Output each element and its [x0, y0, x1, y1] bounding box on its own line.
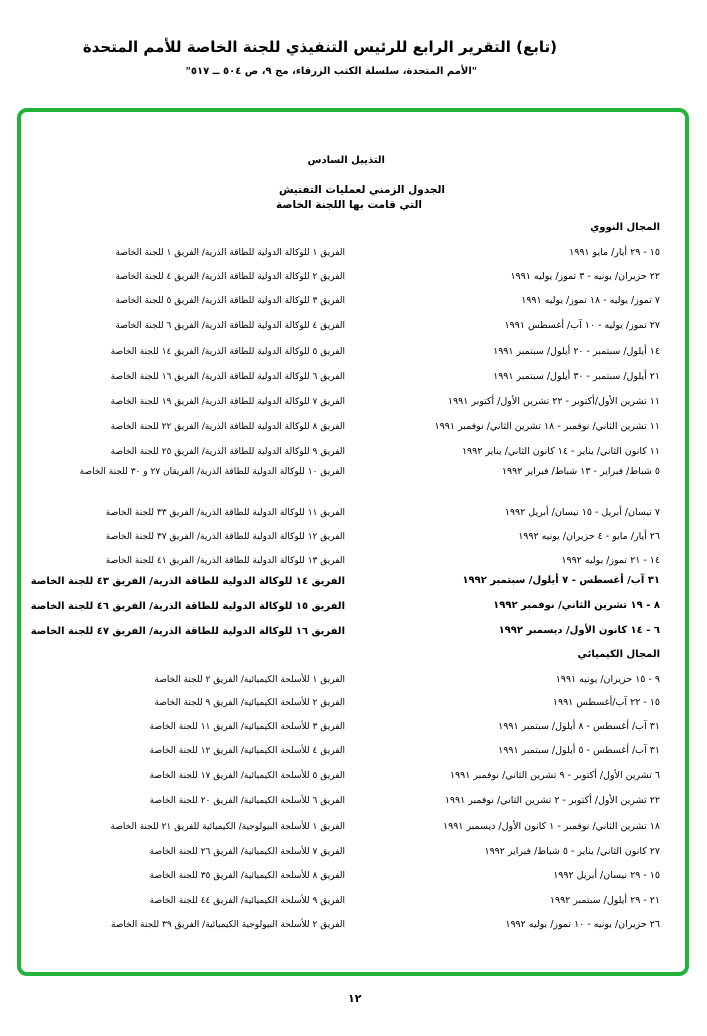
- inspection-date: ٧ تموز/ يوليه - ١٨ تموز/ يوليه ١٩٩١: [521, 295, 660, 306]
- inspection-date: ٢٦ أيار/ مايو - ٤ حزيران/ يونيه ١٩٩٢: [518, 531, 660, 542]
- inspection-date: ٢٢ تشرين الأول/ أكتوبر - ٢ تشرين الثاني/ نوفمبر ١٩٩١: [444, 795, 660, 806]
- page-number: ١٢: [348, 992, 362, 1005]
- inspection-date: ١١ تشرين الأول/أكتوبر - ٢٢ تشرين الأول/ أكتوبر ١٩٩١: [447, 396, 660, 407]
- document-title: (تابع) التقرير الرابع للرئيس التنفيذي للجنة الخاصة للأمم المتحدة: [82, 38, 557, 56]
- schedule-title-line1: الجدول الزمني لعمليات التفتيش: [278, 184, 445, 196]
- inspection-team: الفريق ٤ للأسلحة الكيميائية/ الفريق ١٢ للجنة الخاصة: [149, 746, 345, 756]
- inspection-team: الفريق ١٢ للوكالة الدولية للطاقة الذرية/ الفريق ٣٧ للجنة الخاصة: [105, 532, 345, 542]
- inspection-team: الفريق ٧ للأسلحة الكيميائية/ الفريق ٢٦ للجنة الخاصة: [149, 847, 345, 857]
- inspection-team: الفريق ١ للأسلحة البيولوجية/ الكيميائية للفريق ٢١ للجنة الخاصة: [110, 822, 345, 832]
- inspection-team: الفريق ١ للأسلحة الكيميائية/ الفريق ٢ للجنة الخاصة: [154, 675, 345, 685]
- inspection-team: الفريق ٢ للأسلحة البيولوجية الكيميائية/ الفريق ٣٩ للجنة الخاصة: [110, 920, 345, 930]
- inspection-date: ٢١ - ٢٩ أيلول/ سبتمبر ١٩٩٢: [549, 895, 660, 906]
- inspection-team: الفريق ١١ للوكالة الدولية للطاقة الذرية/ الفريق ٣٣ للجنة الخاصة: [105, 508, 345, 518]
- inspection-team: الفريق ١ للوكالة الدولية للطاقة الذرية/ الفريق ١ للجنة الخاصة: [115, 248, 345, 258]
- inspection-team: الفريق ٩ للوكالة الدولية للطاقة الذرية/ الفريق ٢٥ للجنة الخاصة: [110, 447, 345, 457]
- schedule-title-line2: التي قامت بها اللجنة الخاصة: [276, 199, 422, 211]
- inspection-date: ٧ نيسان/ أبريل - ١٥ نيسان/ أبريل ١٩٩٢: [504, 507, 660, 518]
- inspection-date: ٢٢ حزيران/ يونيه - ٣ تموز/ يوليه ١٩٩١: [510, 271, 660, 282]
- inspection-team: الفريق ١٣ للوكالة الدولية للطاقة الذرية/ الفريق ٤١ للجنة الخاصة: [105, 556, 345, 566]
- inspection-date: ١٥ - ٢٩ أيار/ مايو ١٩٩١: [569, 247, 660, 258]
- inspection-team: الفريق ٦ للوكالة الدولية للطاقة الذرية/ الفريق ١٦ للجنة الخاصة: [110, 372, 345, 382]
- inspection-team: الفريق ٨ للوكالة الدولية للطاقة الذرية/ الفريق ٢٢ للجنة الخاصة: [110, 422, 345, 432]
- inspection-date: ٣١ آب/ أغسطس - ٧ أيلول/ سبتمبر ١٩٩٢: [462, 575, 660, 586]
- inspection-team: الفريق ٩ للأسلحة الكيميائية/ الفريق ٤٤ للجنة الخاصة: [149, 896, 345, 906]
- inspection-date: ٢٧ كانون الثاني/ يناير - ٥ شباط/ فبراير ١٩٩٢: [484, 846, 660, 857]
- inspection-team: الفريق ١٦ للوكالة الدولية للطاقة الذرية/ الفريق ٤٧ للجنة الخاصة: [30, 626, 345, 637]
- inspection-date: ١١ كانون الثاني/ يناير - ١٤ كانون الثاني/ يناير ١٩٩٢: [461, 446, 660, 457]
- inspection-date: ٢١ أيلول/ سبتمبر - ٣٠ أيلول/ سبتمبر ١٩٩١: [493, 371, 660, 382]
- inspection-date: ٥ شباط/ فبراير - ١٣ شباط/ فبراير ١٩٩٢: [501, 466, 660, 477]
- inspection-date: ٢٧ تموز/ يوليه - ١٠ آب/ أغسطس ١٩٩١: [504, 320, 660, 331]
- inspection-date: ١٨ تشرين الثاني/ نوفمبر - ١ كانون الأول/ ديسمبر ١٩٩١: [443, 821, 660, 832]
- inspection-date: ٦ - ١٤ كانون الأول/ ديسمبر ١٩٩٢: [498, 625, 660, 636]
- inspection-date: ٨ - ١٩ تشرين الثاني/ نوفمبر ١٩٩٢: [493, 600, 660, 611]
- inspection-team: الفريق ٧ للوكالة الدولية للطاقة الذرية/ الفريق ١٩ للجنة الخاصة: [110, 397, 345, 407]
- inspection-date: ٣١ آب/ أغسطس - ٥ أيلول/ سبتمبر ١٩٩١: [498, 745, 660, 756]
- inspection-team: الفريق ٥ للأسلحة الكيميائية/ الفريق ١٧ للجنة الخاصة: [149, 771, 345, 781]
- inspection-team: الفريق ١٤ للوكالة الدولية للطاقة الذرية/ الفريق ٤٣ للجنة الخاصة: [30, 576, 345, 587]
- inspection-date: ٦ تشرين الأول/ أكتوبر - ٩ تشرين الثاني/ نوفمبر ١٩٩١: [449, 770, 660, 781]
- inspection-team: الفريق ٦ للأسلحة الكيميائية/ الفريق ٢٠ للجنة الخاصة: [149, 796, 345, 806]
- inspection-team: الفريق ٢ للوكالة الدولية للطاقة الذرية/ الفريق ٤ للجنة الخاصة: [115, 272, 345, 282]
- inspection-team: الفريق ١٠ للوكالة الدولية للطاقة الذرية/ الفريقان ٢٧ و ٣٠ للجنة الخاصة: [79, 467, 345, 477]
- section-heading: المجال النووي: [590, 222, 660, 233]
- inspection-date: ١٥ - ٢٢ آب/أغسطس ١٩٩١: [552, 697, 660, 708]
- inspection-team: الفريق ٤ للوكالة الدولية للطاقة الذرية/ الفريق ٦ للجنة الخاصة: [115, 321, 345, 331]
- inspection-team: الفريق ٢ للأسلحة الكيميائية/ الفريق ٩ للجنة الخاصة: [154, 698, 345, 708]
- inspection-date: ٢٦ حزيران/ يونيه - ١٠ تموز/ يوليه ١٩٩٢: [505, 919, 660, 930]
- section-heading: المجال الكيميائي: [577, 649, 660, 660]
- inspection-date: ١٤ أيلول/ سبتمبر - ٢٠ أيلول/ سبتمبر ١٩٩١: [493, 346, 660, 357]
- inspection-date: ١٥ - ٢٩ نيسان/ أبريل ١٩٩٢: [553, 870, 660, 881]
- inspection-team: الفريق ٣ للأسلحة الكيميائية/ الفريق ١١ للجنة الخاصة: [149, 722, 345, 732]
- inspection-team: الفريق ١٥ للوكالة الدولية للطاقة الذرية/ الفريق ٤٦ للجنة الخاصة: [30, 601, 345, 612]
- inspection-team: الفريق ٨ للأسلحة الكيميائية/ الفريق ٣٥ للجنة الخاصة: [149, 871, 345, 881]
- annex-label: التذييل السادس: [307, 155, 385, 166]
- inspection-date: ١٤ - ٢١ تموز/ يوليه ١٩٩٢: [561, 555, 660, 566]
- inspection-date: ١١ تشرين الثاني/ نوفمبر - ١٨ تشرين الثاني/ نوفمبر ١٩٩١: [434, 421, 660, 432]
- inspection-date: ٣١ آب/ أغسطس - ٨ أيلول/ سبتمبر ١٩٩١: [498, 721, 660, 732]
- inspection-team: الفريق ٥ للوكالة الدولية للطاقة الذرية/ الفريق ١٤ للجنة الخاصة: [110, 347, 345, 357]
- inspection-team: الفريق ٣ للوكالة الدولية للطاقة الذرية/ الفريق ٥ للجنة الخاصة: [115, 296, 345, 306]
- document-subtitle: "الأمم المتحدة، سلسلة الكتب الزرقاء، مج ٩، ص ٥٠٤ ــ ٥١٧": [185, 66, 477, 77]
- inspection-date: ٩ - ١٥ حزيران/ يونيه ١٩٩١: [555, 674, 660, 685]
